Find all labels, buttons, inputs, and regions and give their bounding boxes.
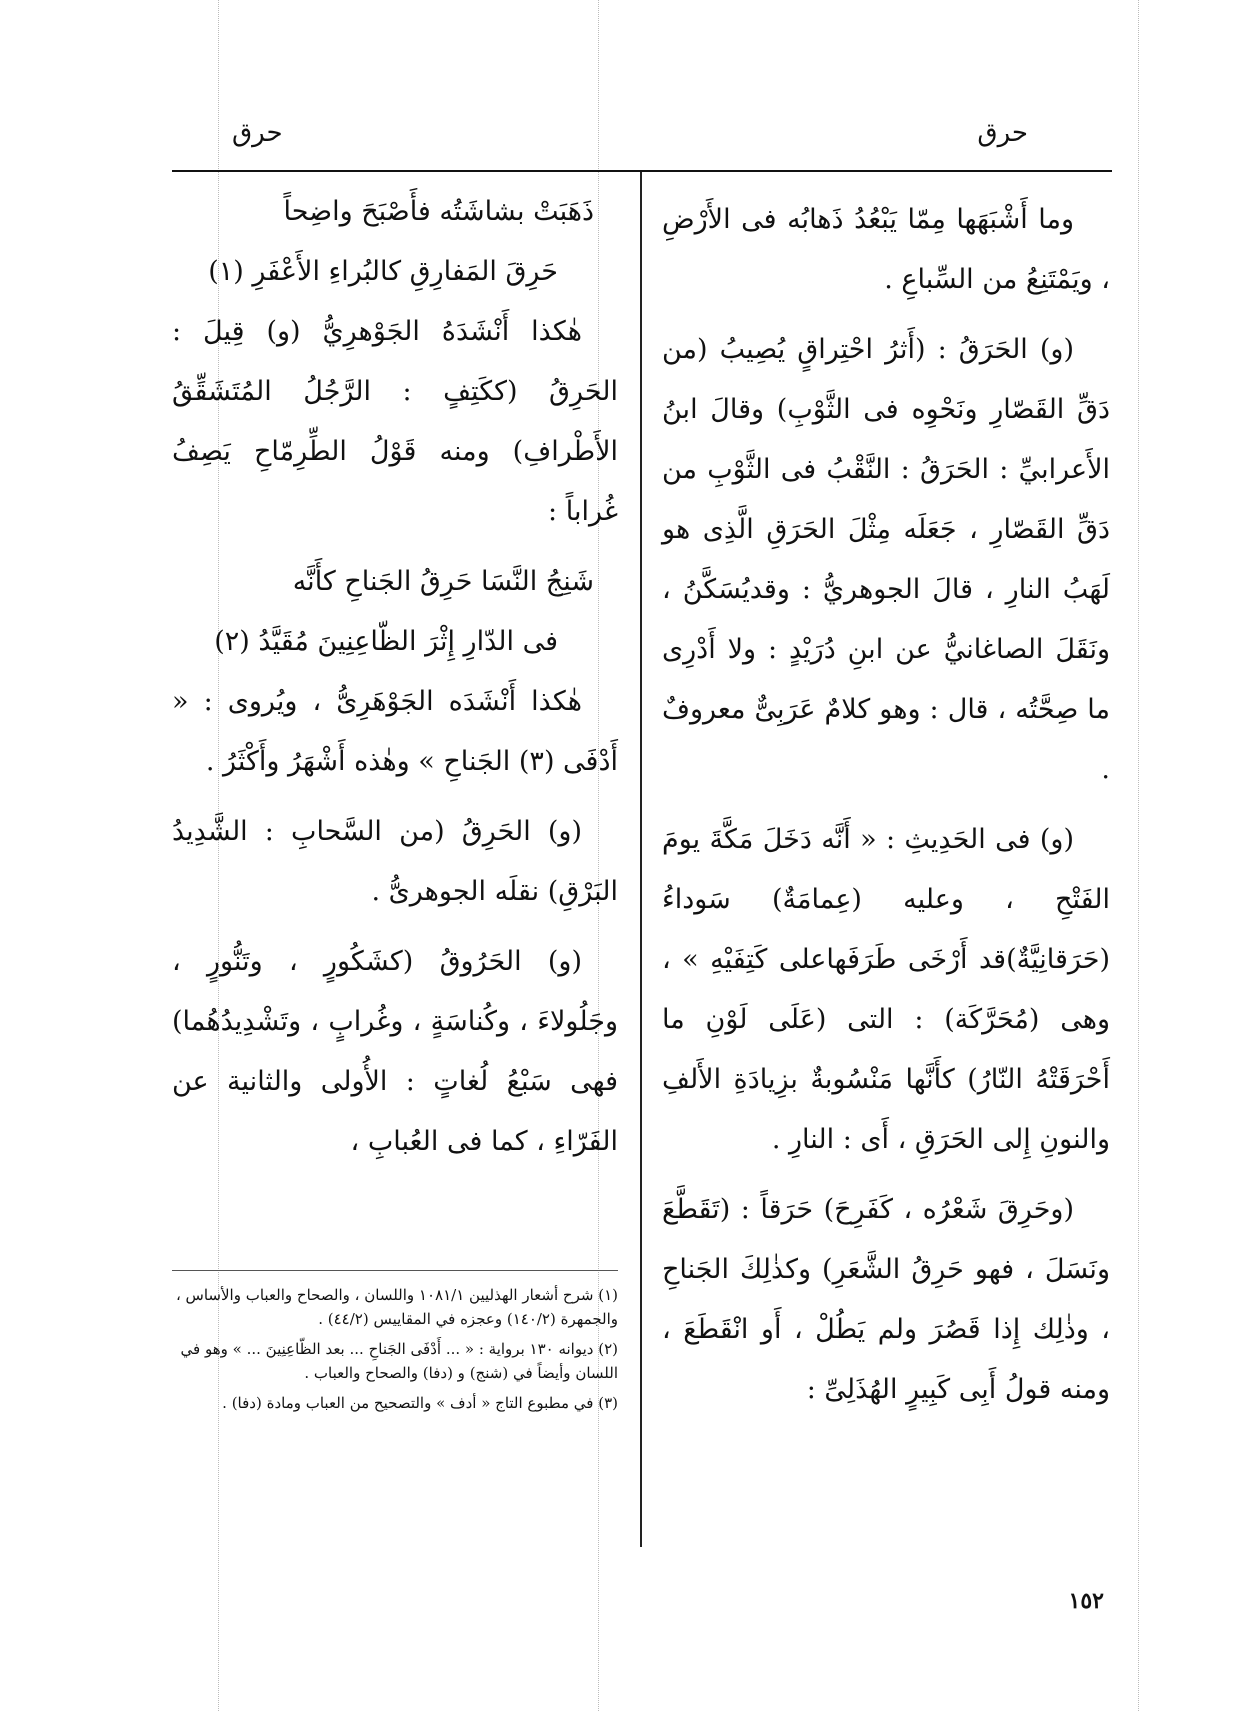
- verse-line: ذَهَبَتْ بشاشَتُه فأَصْبَحَ واضِحاً: [283, 196, 594, 227]
- footnote: (١) شرح أشعار الهذليين ١٠٨١/١ واللسان ، والصحاح والعباب والأساس ، والجمهرة (١٤٠/٢) وعجزه في المقاييس (٤٤/٢) .: [175, 1286, 618, 1328]
- paragraph: (و) الحَرِقُ (من السَّحابِ : الشَّدِيدُ البَرْقِ) نقلَه الجوهرىُّ .: [172, 816, 618, 907]
- paragraph: (و) الحَرُوقُ (كشَكُورٍ ، وتَنُّورٍ ، وجَلُولاءَ ، وكُناسَةٍ ، وغُرابٍ ، وتَشْدِيدُهُما) فهى سَبْعُ لُغاتٍ : الأُولى والثانية عن الفَرّاءِ ، كما فى العُبابِ ،: [172, 946, 618, 1157]
- fold-guide-line: [1138, 0, 1139, 1711]
- header-rule: [172, 170, 1112, 172]
- right-column: [662, 190, 1110, 1430]
- paragraph: هٰكذا أَنْشَدَهُ الجَوْهرِيُّ (و) قِيلَ : الحَرِقُ (ككَتِفٍ : الرَّجُلُ المُتَشَقِّقُ الأَطْرافِ) ومنه قَوْلُ الطِّرِمّاحِ يَصِفُ غُراباً :: [172, 316, 618, 527]
- paragraph: وما أَشْبَهَها مِمّا يَبْعُدُ ذَهابُه فى الأَرْضِ ، ويَمْتَنِعُ من السِّباعِ .: [662, 204, 1110, 295]
- paragraph: (و) الحَرَقُ : (أَثرُ احْتِراقٍ يُصِيبُ (من دَقِّ القَصّارِ ونَحْوِه فى الثَّوْبِ) وقالَ ابنُ الأَعرابيِّ : الحَرَقُ : النَّقْبُ فى الثَّوْبِ من دَقِّ القَصّارِ ، جَعَلَه مِثْلَ الحَرَقِ الَّذِى هو لَهَبُ النارِ ، قالَ الجوهريُّ : وقديُسَكَّنُ ، ونَقَلَ الصاغانيُّ عن ابنِ دُرَيْدٍ : ولا أَدْرِى ما صِحَّتُه ، قال : وهو كلامٌ عَرَبِىٌّ معروفٌ .: [662, 334, 1110, 785]
- paragraph: (وحَرِقَ شَعْرُه ، كَفَرِحَ) حَرَقاً : (تَقَطَّعَ ونَسَلَ ، فهو حَرِقُ الشَّعَرِ) وكذٰلِكَ الجَناحِ ، وذٰلِك إِذا قَصُرَ ولم يَطُلْ ، أَو انْقَطَعَ ، ومنه قولُ أَبِى كَبِيرٍ الهُذَلِىِّ :: [662, 1194, 1110, 1405]
- verse-line: حَرِقَ المَفارِقِ كالبُراءِ الأَعْفَرِ (١): [208, 256, 558, 287]
- paragraph: هٰكذا أَنْشَدَه الجَوْهَرِىُّ ، ويُروى : « أَدْفَى (٣) الجَناحِ » وهٰذه أَشْهَرُ وأَكْثَرُ .: [172, 686, 618, 777]
- footnote: (٢) ديوانه ١٣٠ برواية : « ... أَدْفَى الجَناحِ ... بعد الظّاعِنِينَ ... » وهو في اللسان وأيضاً في (شنج) و (دفا) والصحاح والعباب .: [180, 1340, 618, 1382]
- running-header-right: حرق: [977, 118, 1028, 148]
- running-header-left: حرق: [232, 118, 283, 148]
- footnotes: [172, 1270, 618, 1421]
- column-divider: [640, 172, 642, 1547]
- paragraph: (و) فى الحَدِيثِ : « أَنَّه دَخَلَ مَكَّةَ يومَ الفَتْحِ ، وعليه (عِمامَةٌ) سَوداءُ (حَرَقانِيَّةٌ)قد أَرْخَى طَرَفَهاعلى كَتِفَيْهِ » ، وهى (مُحَرَّكَة) : التى (عَلَى لَوْنِ ما أَحْرَقَتْهُ النّارُ) كأَنَّها مَنْسُوبةٌ بزِيادَةِ الأَلفِ والنونِ إِلى الحَرَقِ ، أَى : النارِ .: [662, 824, 1110, 1155]
- verse-line: شَنِجُ النَّسَا حَرِقُ الجَناحِ كأَنَّه: [292, 566, 594, 597]
- verse-line: فى الدّارِ إِثْرَ الظّاعِنِينَ مُقَيَّدُ (٢): [214, 626, 558, 657]
- footnote: (٣) في مطبوع التاج « أدف » والتصحيح من العباب ومادة (دفا) .: [222, 1394, 618, 1412]
- left-column: [172, 182, 618, 1182]
- page-number: ١٥٢: [1068, 1588, 1104, 1614]
